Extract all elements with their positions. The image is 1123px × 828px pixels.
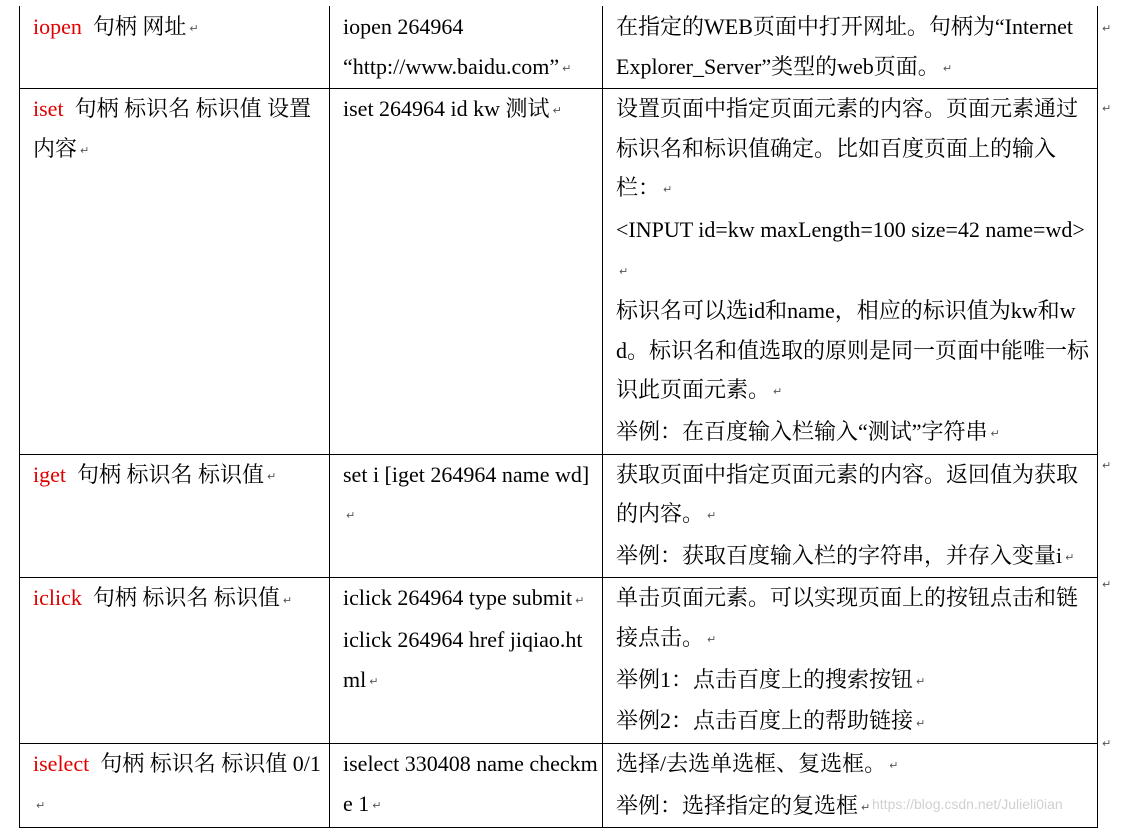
paragraph-mark-icon: ↵ xyxy=(942,61,953,75)
command-name: iset xyxy=(33,96,64,122)
syntax-cell xyxy=(20,89,330,454)
paragraph-mark-icon: ↵ xyxy=(663,183,673,197)
paragraph-mark-icon: ↵ xyxy=(189,22,199,36)
example-line: iselect 330408 name checkme 1 xyxy=(343,751,598,816)
table-row xyxy=(20,89,1098,454)
example-cell xyxy=(330,6,603,89)
paragraph-mark-icon: ↵ xyxy=(575,593,585,607)
watermark: https://blog.csdn.net/Julieli0ian xyxy=(872,796,1063,812)
description-line: <INPUT id=kw maxLength=100 size=42 name=wd> xyxy=(616,216,1085,242)
description-line: 设置页面中指定页面元素的内容。页面元素通过标识名和标识值确定。比如百度页面上的输入栏： xyxy=(616,96,1079,201)
paragraph-mark-icon: ↵ xyxy=(36,798,46,812)
paragraph-mark-icon: ↵ xyxy=(889,759,899,773)
command-name: iopen xyxy=(33,14,82,39)
example-line: iclick 264964 type submit xyxy=(343,585,573,611)
paragraph-mark-icon: ↵ xyxy=(346,509,356,523)
description-cell xyxy=(603,578,1098,744)
paragraph-mark-icon: ↵ xyxy=(552,104,562,118)
example-cell xyxy=(330,89,603,454)
command-params: 句柄 标识名 标识值 xyxy=(92,585,280,611)
table-row xyxy=(20,454,1098,578)
description-line: 标识名可以选id和name，相应的标识值为kw和wd。标识名和值选取的原则是同一页面中能唯一标识此页面元素。 xyxy=(616,298,1090,403)
description-cell xyxy=(603,454,1098,578)
example-line: set i [iget 264964 name wd] xyxy=(343,461,590,487)
row-end-mark-icon: ↵ xyxy=(1102,737,1112,750)
description-line: 单击页面元素。可以实现页面上的按钮点击和链接点击。 xyxy=(616,585,1079,650)
syntax-cell xyxy=(20,6,330,89)
example-cell xyxy=(330,744,603,828)
description-line: 在指定的WEB页面中打开网址。句柄为“Internet xyxy=(616,14,1074,39)
paragraph-mark-icon: ↵ xyxy=(773,385,783,399)
paragraph-mark-icon: ↵ xyxy=(619,264,629,278)
paragraph-mark-icon: ↵ xyxy=(916,716,926,730)
example-line: iclick 264964 href jiqiao.html xyxy=(343,627,583,692)
table-row xyxy=(20,578,1098,744)
row-end-mark-icon: ↵ xyxy=(1102,102,1112,115)
paragraph-mark-icon: ↵ xyxy=(990,427,1000,441)
paragraph-mark-icon: ↵ xyxy=(916,674,926,688)
description-line: Explorer_Server”类型的web页面。 xyxy=(616,53,940,79)
description-line: 获取页面中指定页面元素的内容。返回值为获取的内容。 xyxy=(616,461,1079,527)
command-params: 句柄 网址 xyxy=(92,14,187,39)
command-params: 句柄 标识名 标识值 设置内容 xyxy=(33,96,312,161)
command-table xyxy=(19,6,1098,828)
description-line: 举例：选择指定的复选框 xyxy=(616,792,859,818)
command-params: 句柄 标识名 标识值 0/1 xyxy=(100,751,321,777)
paragraph-mark-icon: ↵ xyxy=(861,800,871,814)
syntax-cell xyxy=(20,744,330,828)
table-row xyxy=(20,6,1098,89)
paragraph-mark-icon: ↵ xyxy=(80,143,90,157)
description-line: 举例2：点击百度上的帮助链接 xyxy=(616,708,914,734)
command-name: iget xyxy=(33,461,66,487)
paragraph-mark-icon: ↵ xyxy=(562,61,572,75)
paragraph-mark-icon: ↵ xyxy=(707,509,717,523)
row-end-mark-icon: ↵ xyxy=(1102,578,1112,591)
paragraph-mark-icon: ↵ xyxy=(1065,550,1075,564)
table-row xyxy=(20,744,1098,828)
description-line: 选择/去选单选框、复选框。 xyxy=(616,751,887,777)
paragraph-mark-icon: ↵ xyxy=(282,593,293,607)
command-name: iclick xyxy=(33,585,82,611)
row-end-mark-icon: ↵ xyxy=(1102,459,1112,472)
syntax-cell xyxy=(20,578,330,744)
description-line: 举例1：点击百度上的搜索按钮 xyxy=(616,666,914,692)
description-cell xyxy=(603,6,1098,89)
syntax-cell xyxy=(20,454,330,578)
paragraph-mark-icon: ↵ xyxy=(369,674,379,688)
row-end-mark-icon: ↵ xyxy=(1102,22,1112,35)
example-line: iset 264964 id kw 测试 xyxy=(343,96,550,122)
paragraph-mark-icon: ↵ xyxy=(372,798,382,812)
example-cell xyxy=(330,454,603,578)
paragraph-mark-icon: ↵ xyxy=(267,469,277,483)
command-name: iselect xyxy=(33,751,90,777)
example-cell xyxy=(330,578,603,744)
example-line: “http://www.baidu.com” xyxy=(343,53,560,79)
paragraph-mark-icon: ↵ xyxy=(707,633,717,647)
description-cell xyxy=(603,744,1098,828)
command-params: 句柄 标识名 标识值 xyxy=(77,461,265,487)
description-cell xyxy=(603,89,1098,454)
example-line: iopen 264964 xyxy=(343,14,464,39)
description-line: 举例：在百度输入栏输入“测试”字符串 xyxy=(616,418,988,444)
description-line: 举例：获取百度输入栏的字符串，并存入变量i xyxy=(616,542,1063,568)
